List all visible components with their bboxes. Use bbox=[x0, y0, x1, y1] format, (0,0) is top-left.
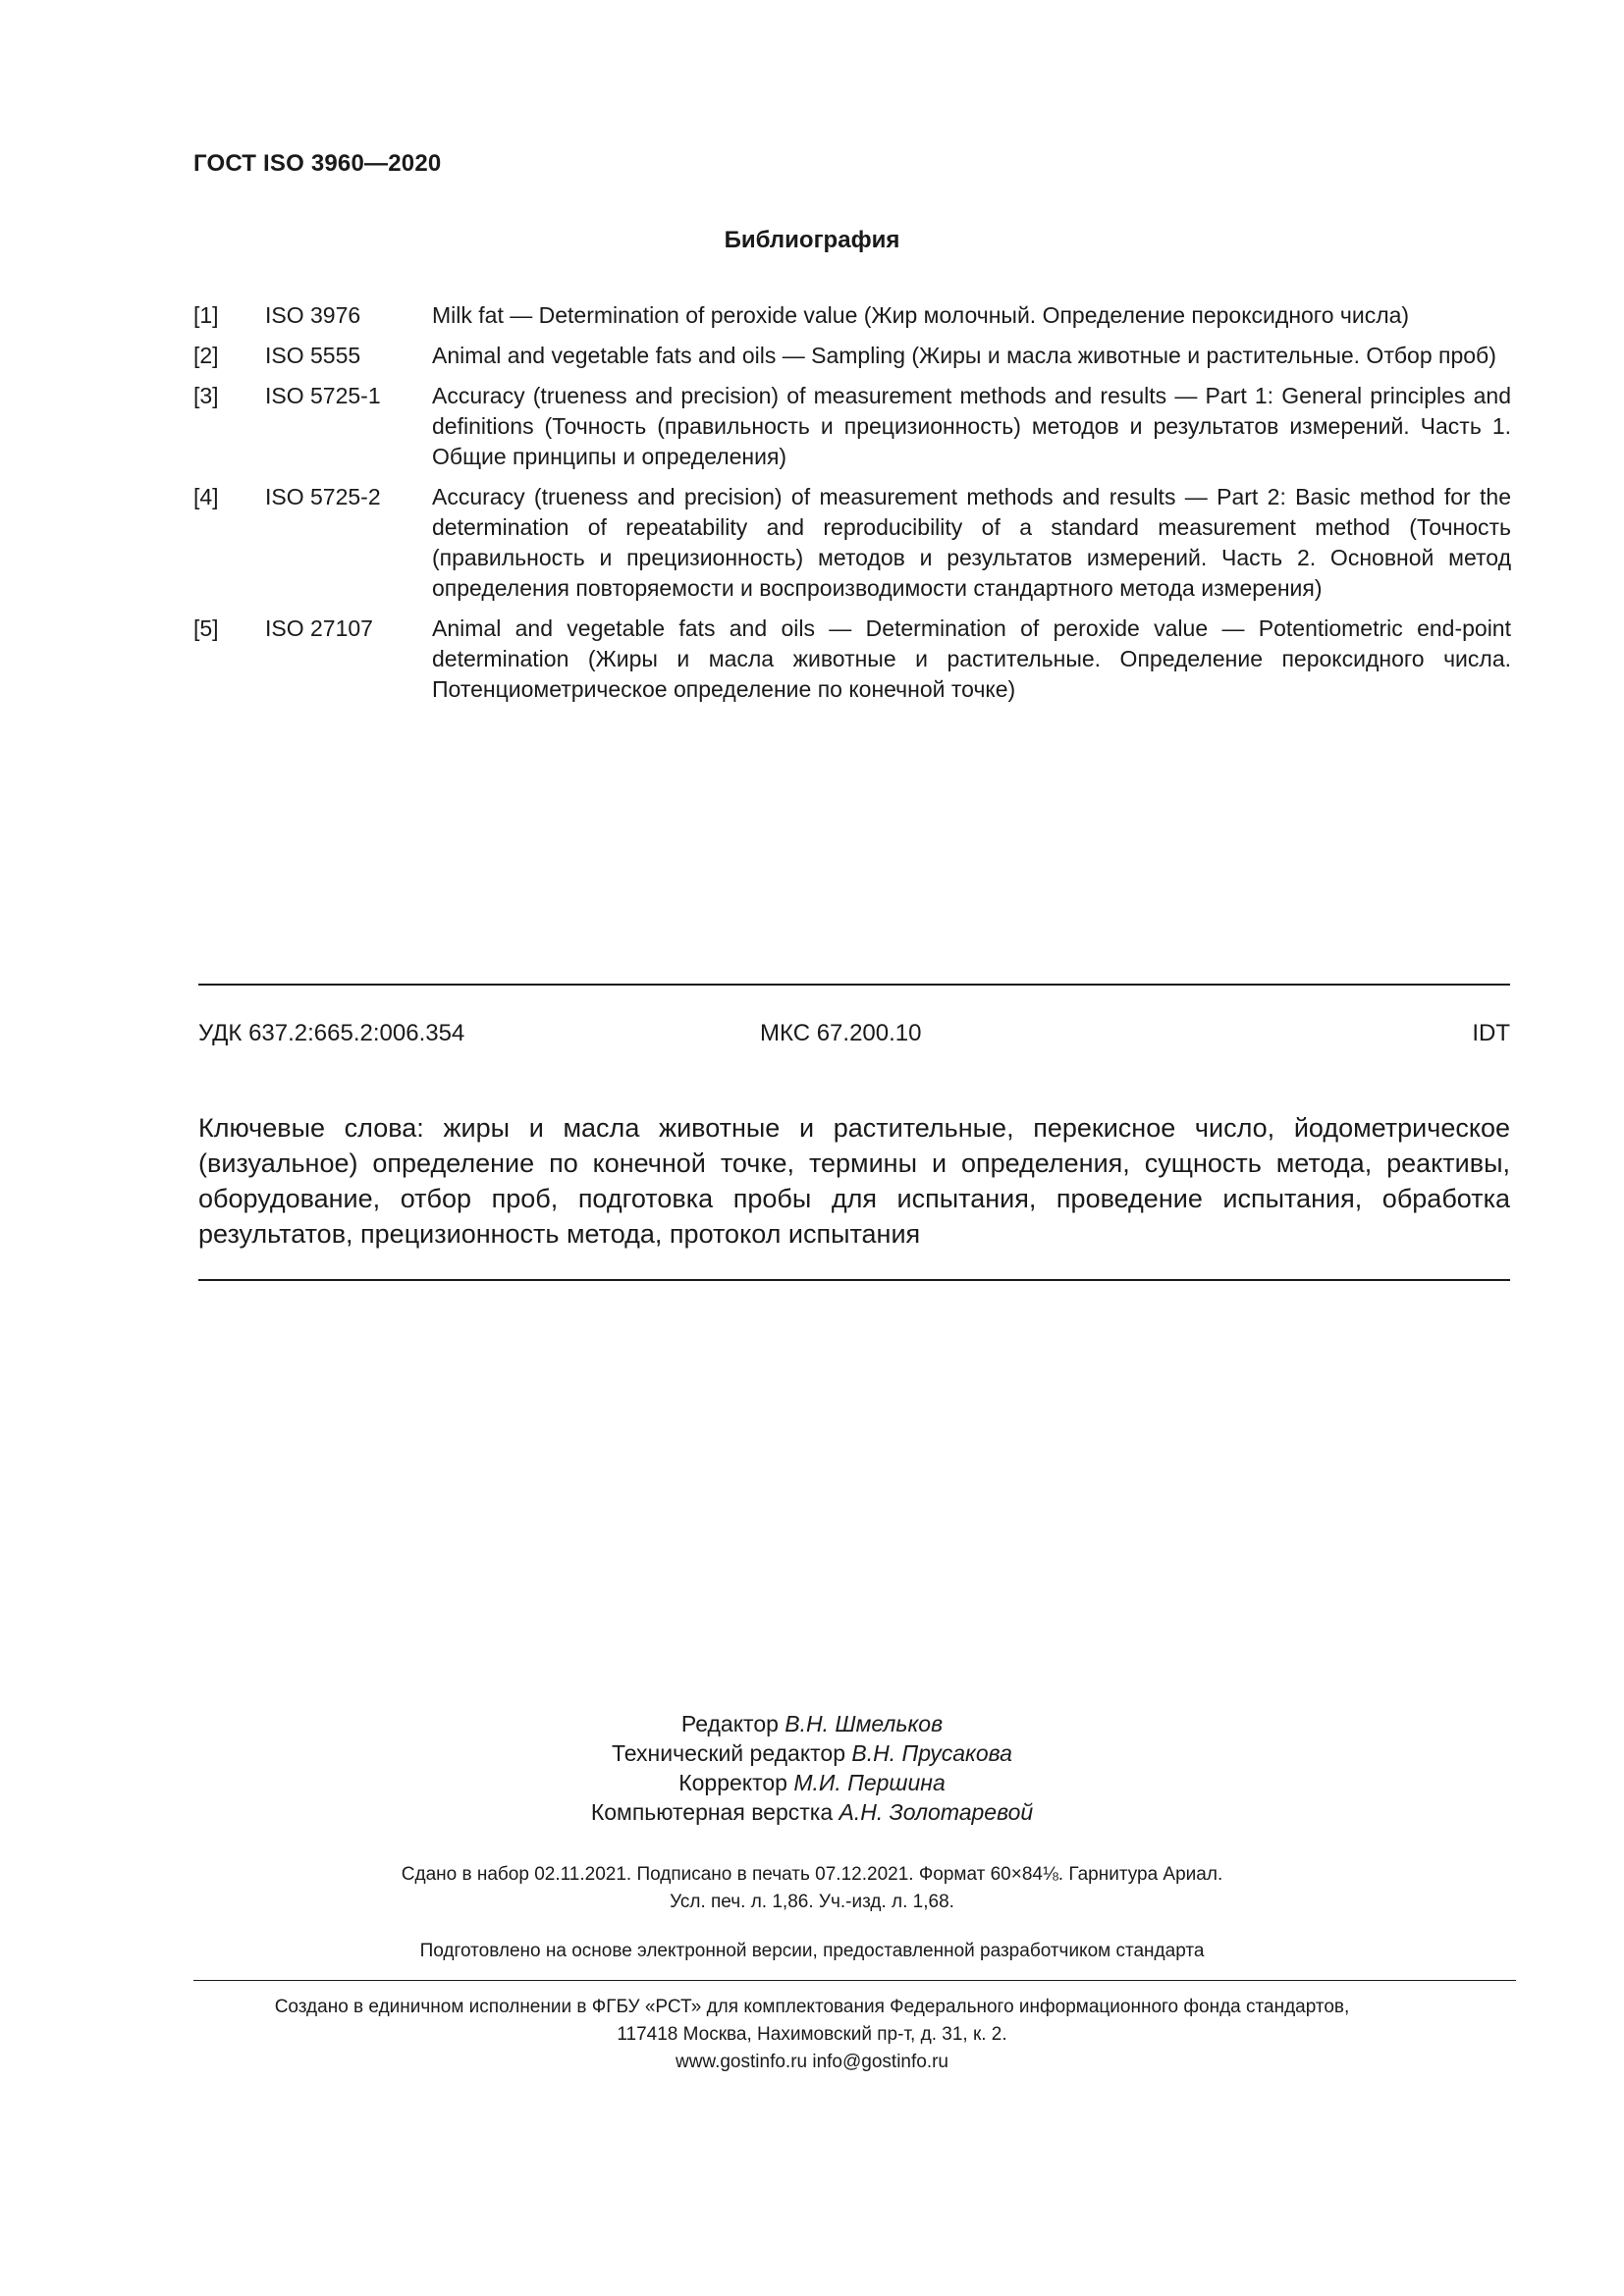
reference-title: Accuracy (trueness and precision) of measurement methods and results — Part 1: General principles and definitions (Точность (правильность и прецизионность) методов и результатов измерений. Часть 1. Общие принципы и определения) bbox=[432, 383, 1511, 469]
reference-title: Animal and vegetable fats and oils — Determination of peroxide value — Potentiometric end-point determination (Жиры и масла животные и растительные. Определение пероксидного числа. Потенциометрическое определение по конечной точке) bbox=[432, 615, 1511, 702]
standard-number: ISO 5725-1 bbox=[265, 383, 381, 408]
print-info bbox=[0, 1861, 1624, 1916]
credit-line bbox=[0, 1709, 1624, 1738]
keywords-paragraph: Ключевые слова: жиры и масла животные и растительные, перекисное число, йодометрическое (визуальное) определение по конечной точке, термины и определения, сущность метода, реактивы, оборудование, отбор проб, подготовка пробы для испытания, проведение испытания, обработка результатов, прецизионность метода, протокол испытания bbox=[198, 1113, 1510, 1249]
reference-number: [1] bbox=[193, 302, 219, 328]
mks-code: МКС 67.200.10 bbox=[760, 1020, 922, 1046]
publisher-address: 117418 Москва, Нахимовский пр-т, д. 31, к. 2. bbox=[617, 2024, 1007, 2045]
reference-number: [2] bbox=[193, 343, 219, 368]
udk-code: УДК 637.2:665.2:006.354 bbox=[198, 1020, 465, 1046]
divider-line bbox=[198, 984, 1510, 986]
bibliography-row bbox=[193, 381, 1511, 482]
credit-name: В.Н. Прусакова bbox=[851, 1740, 1012, 1766]
standard-number: ISO 27107 bbox=[265, 615, 373, 641]
publisher-line: Создано в единичном исполнении в ФГБУ «РСТ» для комплектования Федерального информационного фонда стандартов, bbox=[274, 1997, 1350, 2017]
standard-number: ISO 5725-2 bbox=[265, 484, 381, 509]
reference-number: [3] bbox=[193, 383, 219, 408]
reference-title: Milk fat — Determination of peroxide value (Жир молочный. Определение пероксидного числа) bbox=[432, 302, 1410, 328]
print-info-line: Усл. печ. л. 1,86. Уч.-изд. л. 1,68. bbox=[670, 1892, 954, 1912]
idt-code: IDT bbox=[1472, 1020, 1510, 1046]
reference-title: Animal and vegetable fats and oils — Sampling (Жиры и масла животные и растительные. Отбор проб) bbox=[432, 343, 1496, 368]
reference-number: [4] bbox=[193, 484, 219, 509]
reference-number: [5] bbox=[193, 615, 219, 641]
credits-block bbox=[0, 1709, 1624, 1827]
print-info-line: Сдано в набор 02.11.2021. Подписано в печать 07.12.2021. Формат 60×84⅛. Гарнитура Ариал. bbox=[401, 1864, 1223, 1885]
credit-line bbox=[0, 1768, 1624, 1797]
credit-role: Компьютерная верстка bbox=[590, 1799, 834, 1825]
credit-role: Редактор bbox=[680, 1711, 779, 1736]
bibliography-row bbox=[193, 482, 1511, 614]
publisher-info bbox=[0, 1994, 1624, 2076]
standard-number: ISO 5555 bbox=[265, 343, 361, 368]
bibliography-table bbox=[193, 300, 1511, 715]
divider-line bbox=[198, 1279, 1510, 1281]
credit-role: Технический редактор bbox=[612, 1740, 846, 1766]
document-number: ГОСТ ISO 3960—2020 bbox=[193, 150, 442, 177]
publisher-web: www.gostinfo.ru info@gostinfo.ru bbox=[675, 2052, 949, 2072]
credit-line bbox=[0, 1738, 1624, 1768]
credit-role: Корректор bbox=[678, 1770, 787, 1795]
credit-name: М.И. Першина bbox=[793, 1770, 946, 1795]
bibliography-row bbox=[193, 300, 1511, 341]
standard-number: ISO 3976 bbox=[265, 302, 361, 328]
prepared-note: Подготовлено на основе электронной версии, предоставленной разработчиком стандарта bbox=[419, 1941, 1205, 1961]
reference-title: Accuracy (trueness and precision) of measurement methods and results — Part 2: Basic method for the determination of repeatability and reproducibility of a standard measurement method (Точность (правильность и прецизионность) методов и результатов измерений. Часть 2. Основной метод определения повторяемости и воспроизводимости стандартного метода измерения) bbox=[432, 484, 1511, 601]
bibliography-row bbox=[193, 614, 1511, 715]
credit-name: А.Н. Золотаревой bbox=[839, 1799, 1034, 1825]
divider-line bbox=[193, 1980, 1516, 1981]
credit-line bbox=[0, 1797, 1624, 1827]
bibliography-title: Библиография bbox=[724, 227, 900, 253]
credit-name: В.Н. Шмельков bbox=[785, 1711, 944, 1736]
bibliography-row bbox=[193, 341, 1511, 381]
